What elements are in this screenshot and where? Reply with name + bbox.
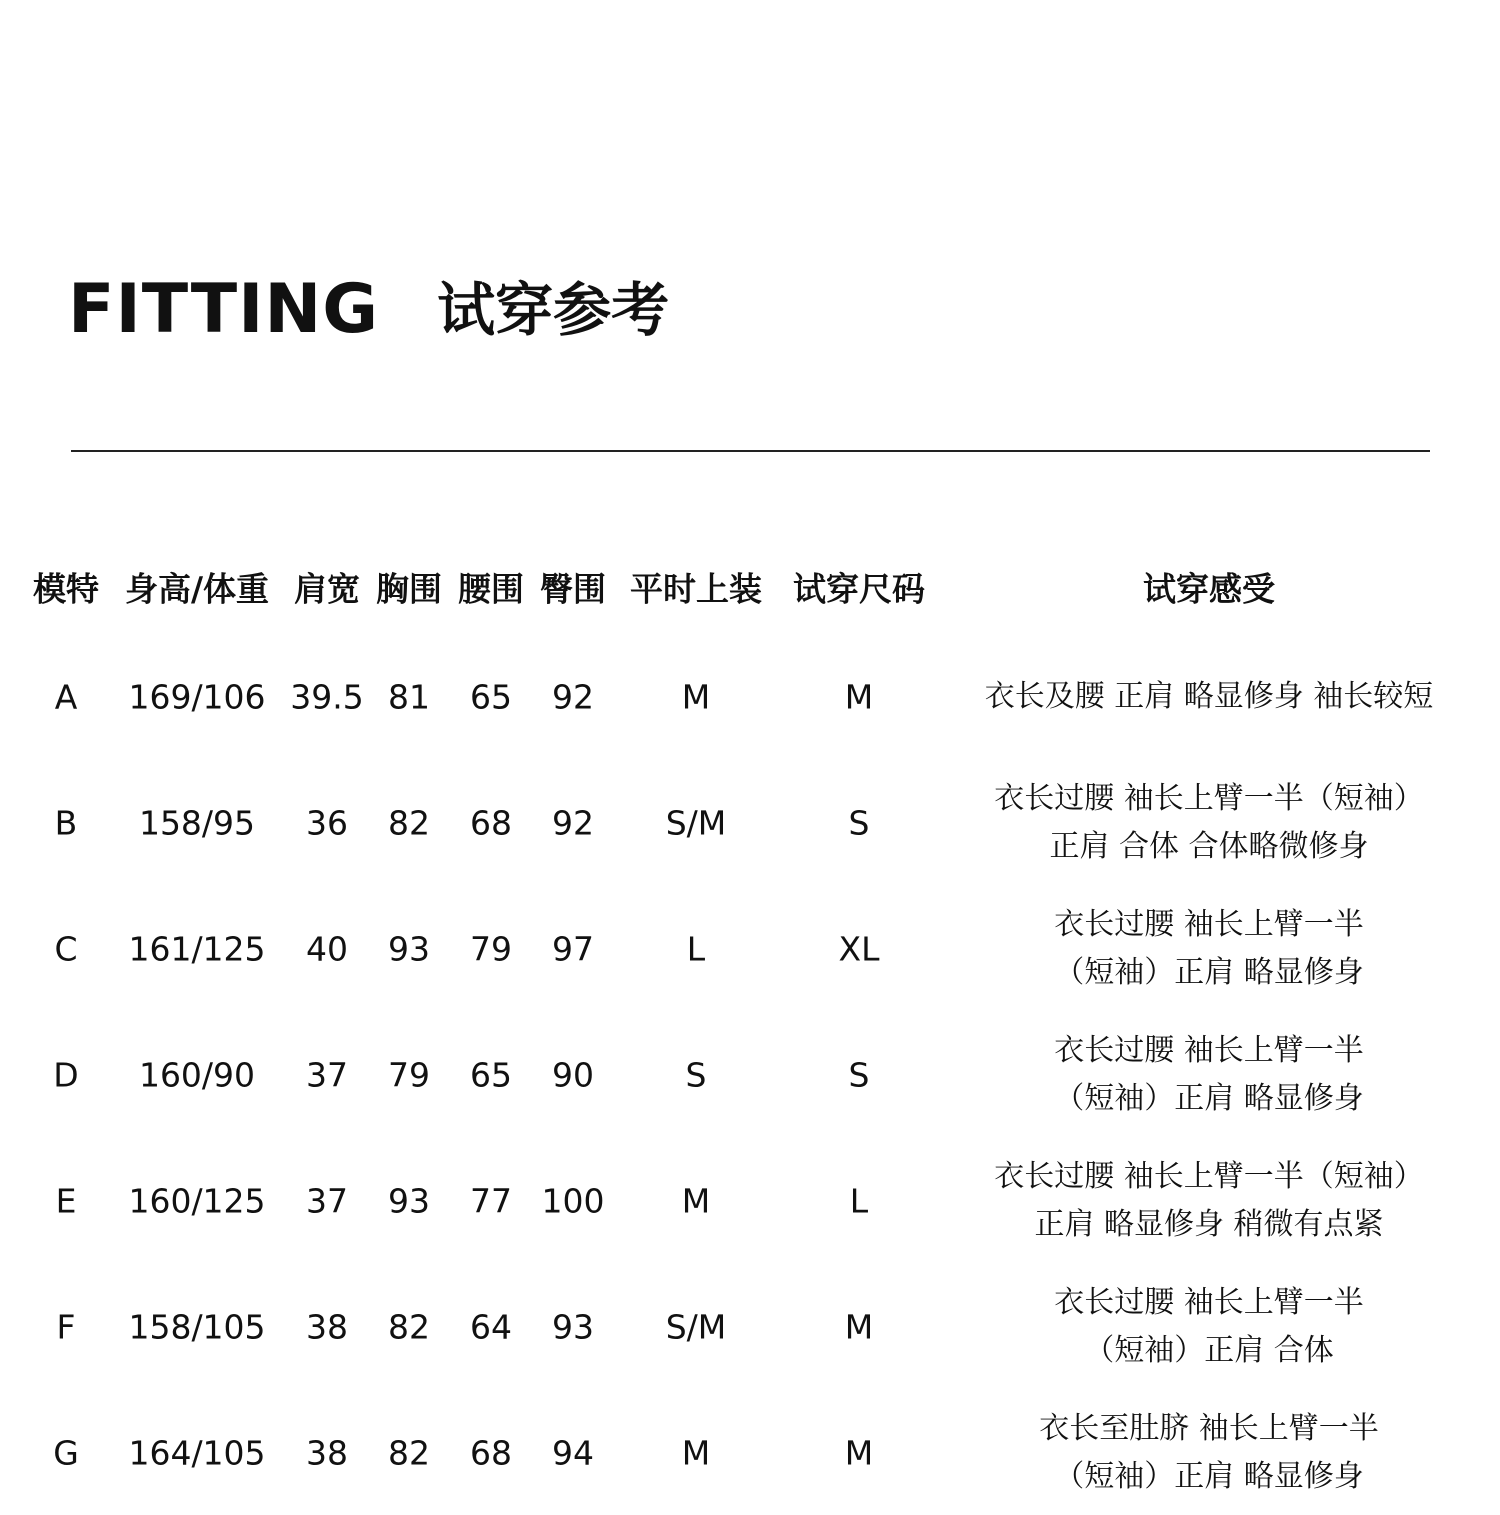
cell-col-chest: 93 xyxy=(388,929,430,969)
cell-col-height-weight: 169/106 xyxy=(128,677,266,717)
header-col-shoulder: 肩宽 xyxy=(294,569,360,609)
cell-col-try-size: M xyxy=(844,677,874,717)
cell-col-shoulder: 37 xyxy=(306,1055,348,1095)
cell-col-height-weight: 158/105 xyxy=(128,1307,266,1347)
cell-col-chest: 81 xyxy=(388,677,430,717)
cell-col-feeling: 衣长过腰 袖长上臂一半 （短袖）正肩 略显修身 xyxy=(1054,1033,1364,1116)
cell-col-waist: 68 xyxy=(470,1433,512,1473)
cell-col-height-weight: 160/90 xyxy=(138,1055,256,1095)
cell-col-hip: 92 xyxy=(552,803,594,843)
cell-col-model: D xyxy=(53,1055,79,1095)
cell-col-hip: 100 xyxy=(541,1181,605,1221)
cell-col-usual-top: M xyxy=(681,1433,711,1473)
cell-col-shoulder: 37 xyxy=(306,1181,348,1221)
cell-col-model: A xyxy=(54,677,78,717)
cell-col-hip: 94 xyxy=(552,1433,594,1473)
cell-col-shoulder: 40 xyxy=(306,929,348,969)
cell-col-chest: 79 xyxy=(388,1055,430,1095)
cell-col-usual-top: S/M xyxy=(665,803,727,843)
cell-col-try-size: M xyxy=(844,1433,874,1473)
cell-col-feeling: 衣长过腰 袖长上臂一半 （短袖）正肩 略显修身 xyxy=(1054,907,1364,990)
cell-col-shoulder: 38 xyxy=(306,1433,348,1473)
cell-col-try-size: M xyxy=(844,1307,874,1347)
cell-col-model: E xyxy=(55,1181,77,1221)
cell-col-height-weight: 160/125 xyxy=(128,1181,266,1221)
title-divider xyxy=(71,450,1430,452)
cell-col-waist: 68 xyxy=(470,803,512,843)
header-col-height-weight: 身高/体重 xyxy=(124,569,270,609)
cell-col-model: G xyxy=(53,1433,79,1473)
cell-col-hip: 97 xyxy=(552,929,594,969)
cell-col-usual-top: L xyxy=(686,929,706,969)
cell-col-hip: 93 xyxy=(552,1307,594,1347)
cell-col-waist: 77 xyxy=(470,1181,512,1221)
page-title xyxy=(68,268,669,352)
cell-col-waist: 65 xyxy=(470,677,512,717)
cell-col-chest: 82 xyxy=(388,1307,430,1347)
header-col-waist: 腰围 xyxy=(458,569,524,609)
cell-col-chest: 82 xyxy=(388,1433,430,1473)
cell-col-feeling: 衣长及腰 正肩 略显修身 袖长较短 xyxy=(984,679,1434,714)
cell-col-waist: 64 xyxy=(470,1307,512,1347)
cell-col-height-weight: 158/95 xyxy=(138,803,256,843)
header-col-try-size: 试穿尺码 xyxy=(793,569,925,609)
cell-col-shoulder: 36 xyxy=(306,803,348,843)
cell-col-hip: 90 xyxy=(552,1055,594,1095)
cell-col-usual-top: M xyxy=(681,677,711,717)
title-english: FITTING xyxy=(68,270,380,349)
cell-col-feeling: 衣长过腰 袖长上臂一半 （短袖）正肩 合体 xyxy=(1054,1285,1364,1368)
cell-col-try-size: XL xyxy=(838,929,880,969)
cell-col-hip: 92 xyxy=(552,677,594,717)
cell-col-model: B xyxy=(54,803,78,843)
cell-col-try-size: S xyxy=(848,1055,870,1095)
cell-col-try-size: S xyxy=(848,803,870,843)
header-col-hip: 臀围 xyxy=(540,569,606,609)
cell-col-height-weight: 161/125 xyxy=(128,929,266,969)
cell-col-feeling: 衣长过腰 袖长上臂一半（短袖） 正肩 合体 合体略微修身 xyxy=(994,781,1424,864)
cell-col-usual-top: S/M xyxy=(665,1307,727,1347)
header-col-feeling: 试穿感受 xyxy=(1143,569,1275,609)
cell-col-try-size: L xyxy=(849,1181,869,1221)
cell-col-usual-top: S xyxy=(685,1055,707,1095)
header-col-chest: 胸围 xyxy=(376,569,442,609)
cell-col-waist: 79 xyxy=(470,929,512,969)
header-col-usual-top: 平时上装 xyxy=(630,569,762,609)
title-chinese: 试穿参考 xyxy=(437,276,670,344)
cell-col-model: F xyxy=(56,1307,76,1347)
cell-col-usual-top: M xyxy=(681,1181,711,1221)
cell-col-feeling: 衣长过腰 袖长上臂一半（短袖） 正肩 略显修身 稍微有点紧 xyxy=(994,1159,1424,1242)
cell-col-shoulder: 39.5 xyxy=(290,677,364,717)
cell-col-model: C xyxy=(54,929,78,969)
cell-col-shoulder: 38 xyxy=(306,1307,348,1347)
header-col-model: 模特 xyxy=(33,569,99,609)
cell-col-chest: 82 xyxy=(388,803,430,843)
cell-col-feeling: 衣长至肚脐 袖长上臂一半 （短袖）正肩 略显修身 xyxy=(1039,1411,1379,1494)
cell-col-chest: 93 xyxy=(388,1181,430,1221)
cell-col-waist: 65 xyxy=(470,1055,512,1095)
cell-col-height-weight: 164/105 xyxy=(128,1433,266,1473)
